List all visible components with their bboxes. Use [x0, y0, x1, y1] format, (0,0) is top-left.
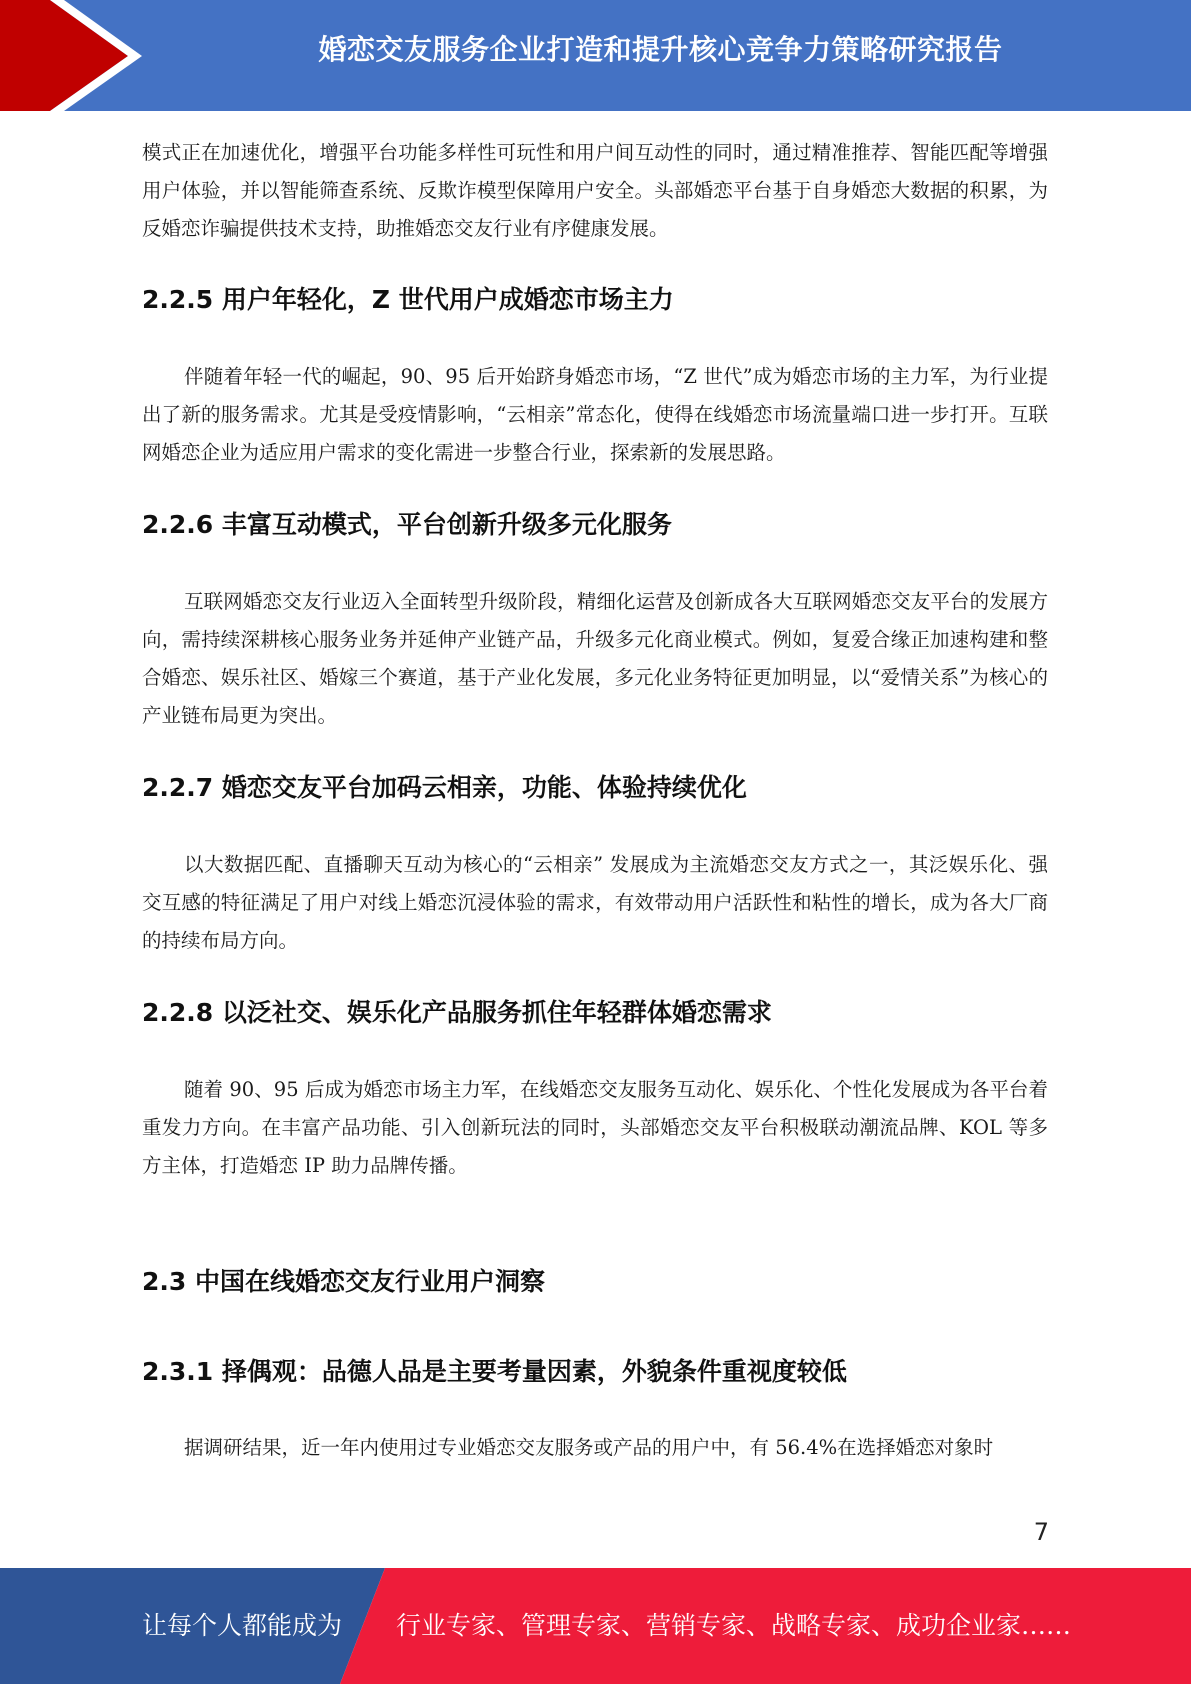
document-body: [142, 134, 1048, 1467]
section-paragraph-2-2-8: 随着 90、95 后成为婚恋市场主力军，在线婚恋交友服务互动化、娱乐化、个性化发展成为各平台着重发力方向。在丰富产品功能、引入创新玩法的同时，头部婚恋交友平台积极联动潮流品牌、KOL 等多方主体，打造婚恋 IP 助力品牌传播。: [142, 1078, 1048, 1177]
page-footer: [0, 1568, 1191, 1684]
footer-slogan-left: 让每个人都能成为: [142, 1611, 343, 1640]
header-chevron-decoration: [0, 0, 160, 111]
section-heading-2-2-7: 2.2.7 婚恋交友平台加码云相亲，功能、体验持续优化: [142, 773, 747, 802]
section-heading-2-3-1: 2.3.1 择偶观：品德人品是主要考量因素，外貌条件重视度较低: [142, 1357, 847, 1386]
section-heading-2-2-6: 2.2.6 丰富互动模式，平台创新升级多元化服务: [142, 510, 672, 539]
section-paragraph-2-2-6: 互联网婚恋交友行业迈入全面转型升级阶段，精细化运营及创新成各大互联网婚恋交友平台的发展方向，需持续深耕核心服务业务并延伸产业链产品，升级多元化商业模式。例如，复爱合缘正加速构建和整合婚恋、娱乐社区、婚嫁三个赛道，基于产业化发展，多元化业务特征更加明显，以“爱情关系”为核心的产业链布局更为突出。: [142, 590, 1048, 727]
page-number: 7: [1033, 1518, 1049, 1546]
page-header: [0, 0, 1191, 111]
section-paragraph-2-2-5: 伴随着年轻一代的崛起，90、95 后开始跻身婚恋市场，“Z 世代”成为婚恋市场的主力军，为行业提出了新的服务需求。尤其是受疫情影响，“云相亲”常态化，使得在线婚恋市场流量端口进一步打开。互联网婚恋企业为适应用户需求的变化需进一步整合行业，探索新的发展思路。: [142, 365, 1048, 464]
section-heading-2-2-5: 2.2.5 用户年轻化，Z 世代用户成婚恋市场主力: [142, 285, 674, 314]
section-heading-2-3: 2.3 中国在线婚恋交友行业用户洞察: [142, 1267, 545, 1296]
footer-slogan-right: 行业专家、管理专家、营销专家、战略专家、成功企业家……: [396, 1611, 1072, 1640]
report-title: 婚恋交友服务企业打造和提升核心竞争力策略研究报告: [318, 33, 1003, 66]
section-paragraph-2-2-7: 以大数据匹配、直播聊天互动为核心的“云相亲” 发展成为主流婚恋交友方式之一，其泛娱乐化、强交互感的特征满足了用户对线上婚恋沉浸体验的需求，有效带动用户活跃性和粘性的增长，成为各大厂商的持续布局方向。: [142, 853, 1048, 952]
section-paragraph-2-3-1: 据调研结果，近一年内使用过专业婚恋交友服务或产品的用户中，有 56.4%在选择婚恋对象时: [184, 1436, 994, 1459]
section-heading-2-2-8: 2.2.8 以泛社交、娱乐化产品服务抓住年轻群体婚恋需求: [142, 998, 772, 1027]
intro-paragraph: 模式正在加速优化，增强平台功能多样性可玩性和用户间互动性的同时，通过精准推荐、智能匹配等增强用户体验，并以智能筛查系统、反欺诈模型保障用户安全。头部婚恋平台基于自身婚恋大数据的积累，为反婚恋诈骗提供技术支持，助推婚恋交友行业有序健康发展。: [142, 141, 1048, 240]
